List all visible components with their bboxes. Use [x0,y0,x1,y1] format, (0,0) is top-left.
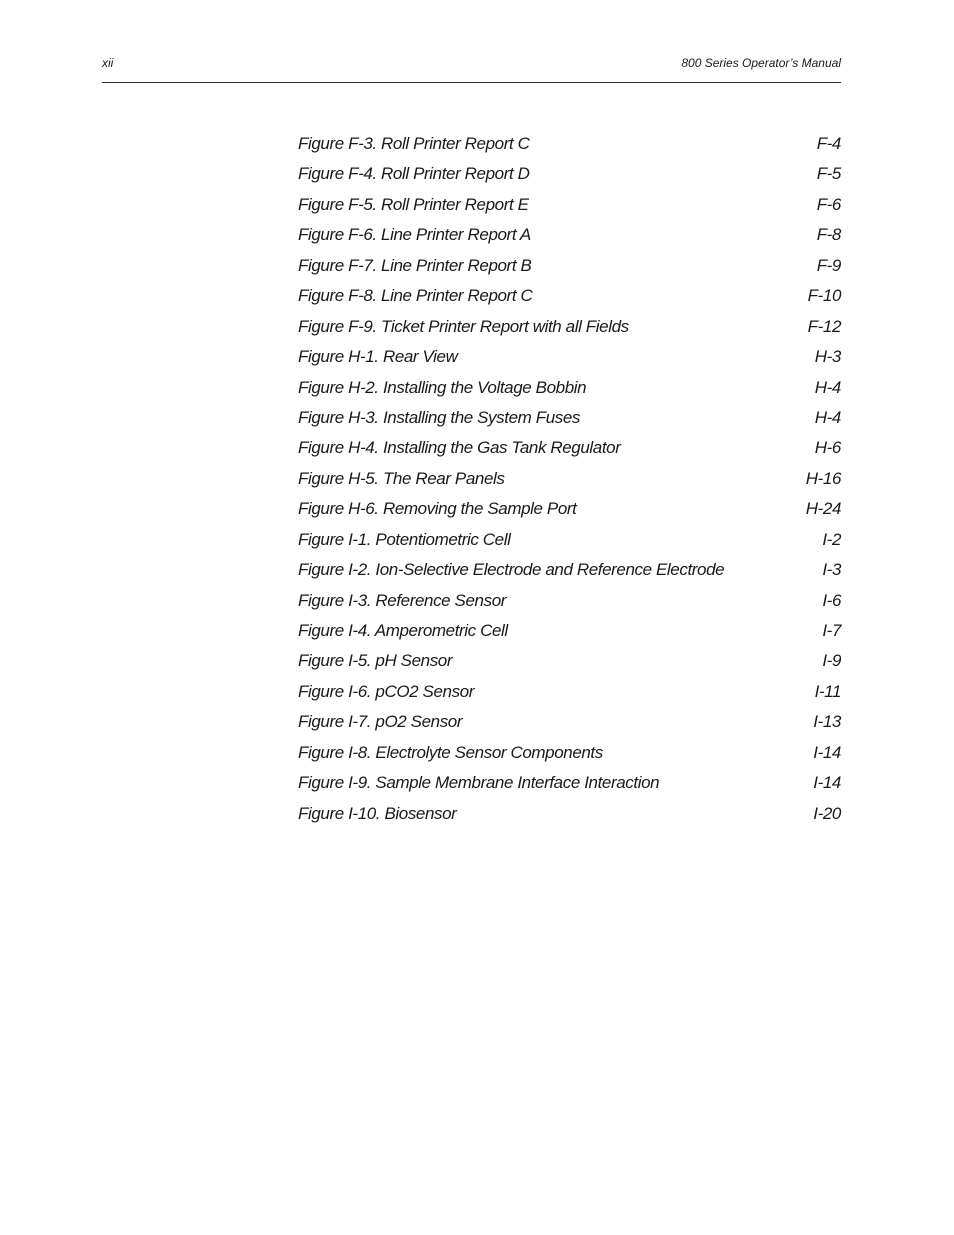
toc-entry-page: F-4 [816,134,841,153]
toc-entry-page: I-13 [813,712,841,732]
toc-entry-page: I-7 [822,621,841,640]
toc-entry [298,160,841,190]
toc-entry-label: Figure H-2. Installing the Voltage Bobbin [298,377,587,397]
toc-entry [298,374,841,404]
toc-entry [298,587,841,617]
toc-entry-label: Figure F-4. Roll Printer Report D [298,164,530,184]
toc-entry-page: H-4 [814,407,841,427]
page-number: xii [102,56,114,70]
toc-entry-label: Figure I-3. Reference Sensor [298,590,507,610]
toc-entry-label: Figure I-2. Ion-Selective Electrode and Reference Electrode [298,560,725,580]
toc-entry-label: Figure I-8. Electrolyte Sensor Components [298,742,603,762]
toc-entry [298,343,841,373]
toc-entry-page: I-2 [822,529,841,549]
toc-entry [298,130,841,160]
toc-entry [298,556,841,586]
list-of-figures [298,130,841,830]
toc-entry [298,526,841,556]
toc-entry-label: Figure I-6. pCO2 Sensor [298,681,474,701]
toc-entry [298,678,841,708]
toc-entry [298,221,841,251]
toc-entry [298,800,841,830]
toc-entry-label: Figure H-1. Rear View [298,347,458,367]
toc-entry-label: Figure H-3. Installing the System Fuses [298,407,581,427]
toc-entry-page: F-6 [816,194,841,214]
toc-entry-page: I-6 [822,590,841,610]
toc-entry [298,252,841,282]
toc-entry-page: I-3 [822,560,841,580]
toc-entry-page: H-4 [814,377,841,397]
toc-entry-page: I-14 [813,773,841,793]
toc-entry-page: I-20 [813,803,841,823]
toc-entry-page: H-24 [805,499,841,519]
manual-title: 800 Series Operator’s Manual [681,56,841,70]
toc-entry-label: Figure F-9. Ticket Printer Report with all Fields [298,316,629,336]
toc-entry [298,282,841,312]
toc-entry [298,647,841,677]
toc-entry-label: Figure F-3. Roll Printer Report C [298,134,530,153]
toc-entry-page: I-11 [814,681,841,701]
page-header [102,56,841,74]
toc-entry-label: Figure I-9. Sample Membrane Interface Interaction [298,773,660,793]
toc-entry [298,769,841,799]
toc-entry-page: F-12 [807,316,841,336]
toc-entry-page: F-8 [816,225,841,245]
toc-entry-page: F-10 [807,286,841,306]
toc-entry-label: Figure I-7. pO2 Sensor [298,712,463,732]
toc-entry-label: Figure I-10. Biosensor [298,803,457,823]
toc-entry-label: Figure F-7. Line Printer Report B [298,255,532,275]
toc-entry [298,617,841,647]
toc-entry-label: Figure H-4. Installing the Gas Tank Regulator [298,438,621,458]
toc-entry [298,434,841,464]
toc-entry [298,739,841,769]
toc-entry-label: Figure H-5. The Rear Panels [298,468,505,488]
toc-entry-label: Figure H-6. Removing the Sample Port [298,499,577,519]
toc-entry-label: Figure F-5. Roll Printer Report E [298,194,529,214]
toc-entry-page: H-16 [805,468,841,488]
toc-entry-label: Figure I-1. Potentiometric Cell [298,529,511,549]
toc-entry-page: F-5 [816,164,841,184]
toc-entry [298,191,841,221]
toc-entry-page: H-3 [814,347,841,367]
toc-entry-label: Figure I-5. pH Sensor [298,651,453,671]
toc-entry-label: Figure F-6. Line Printer Report A [298,225,531,245]
toc-entry-page: F-9 [816,255,841,275]
header-divider [102,82,841,83]
toc-entry [298,708,841,738]
toc-entry-page: I-14 [813,742,841,762]
toc-entry [298,495,841,525]
toc-entry [298,404,841,434]
toc-entry [298,313,841,343]
toc-entry-page: H-6 [814,438,841,458]
toc-entry-label: Figure F-8. Line Printer Report C [298,286,533,306]
toc-entry [298,465,841,495]
toc-entry-page: I-9 [822,651,841,671]
toc-entry-label: Figure I-4. Amperometric Cell [298,621,508,640]
